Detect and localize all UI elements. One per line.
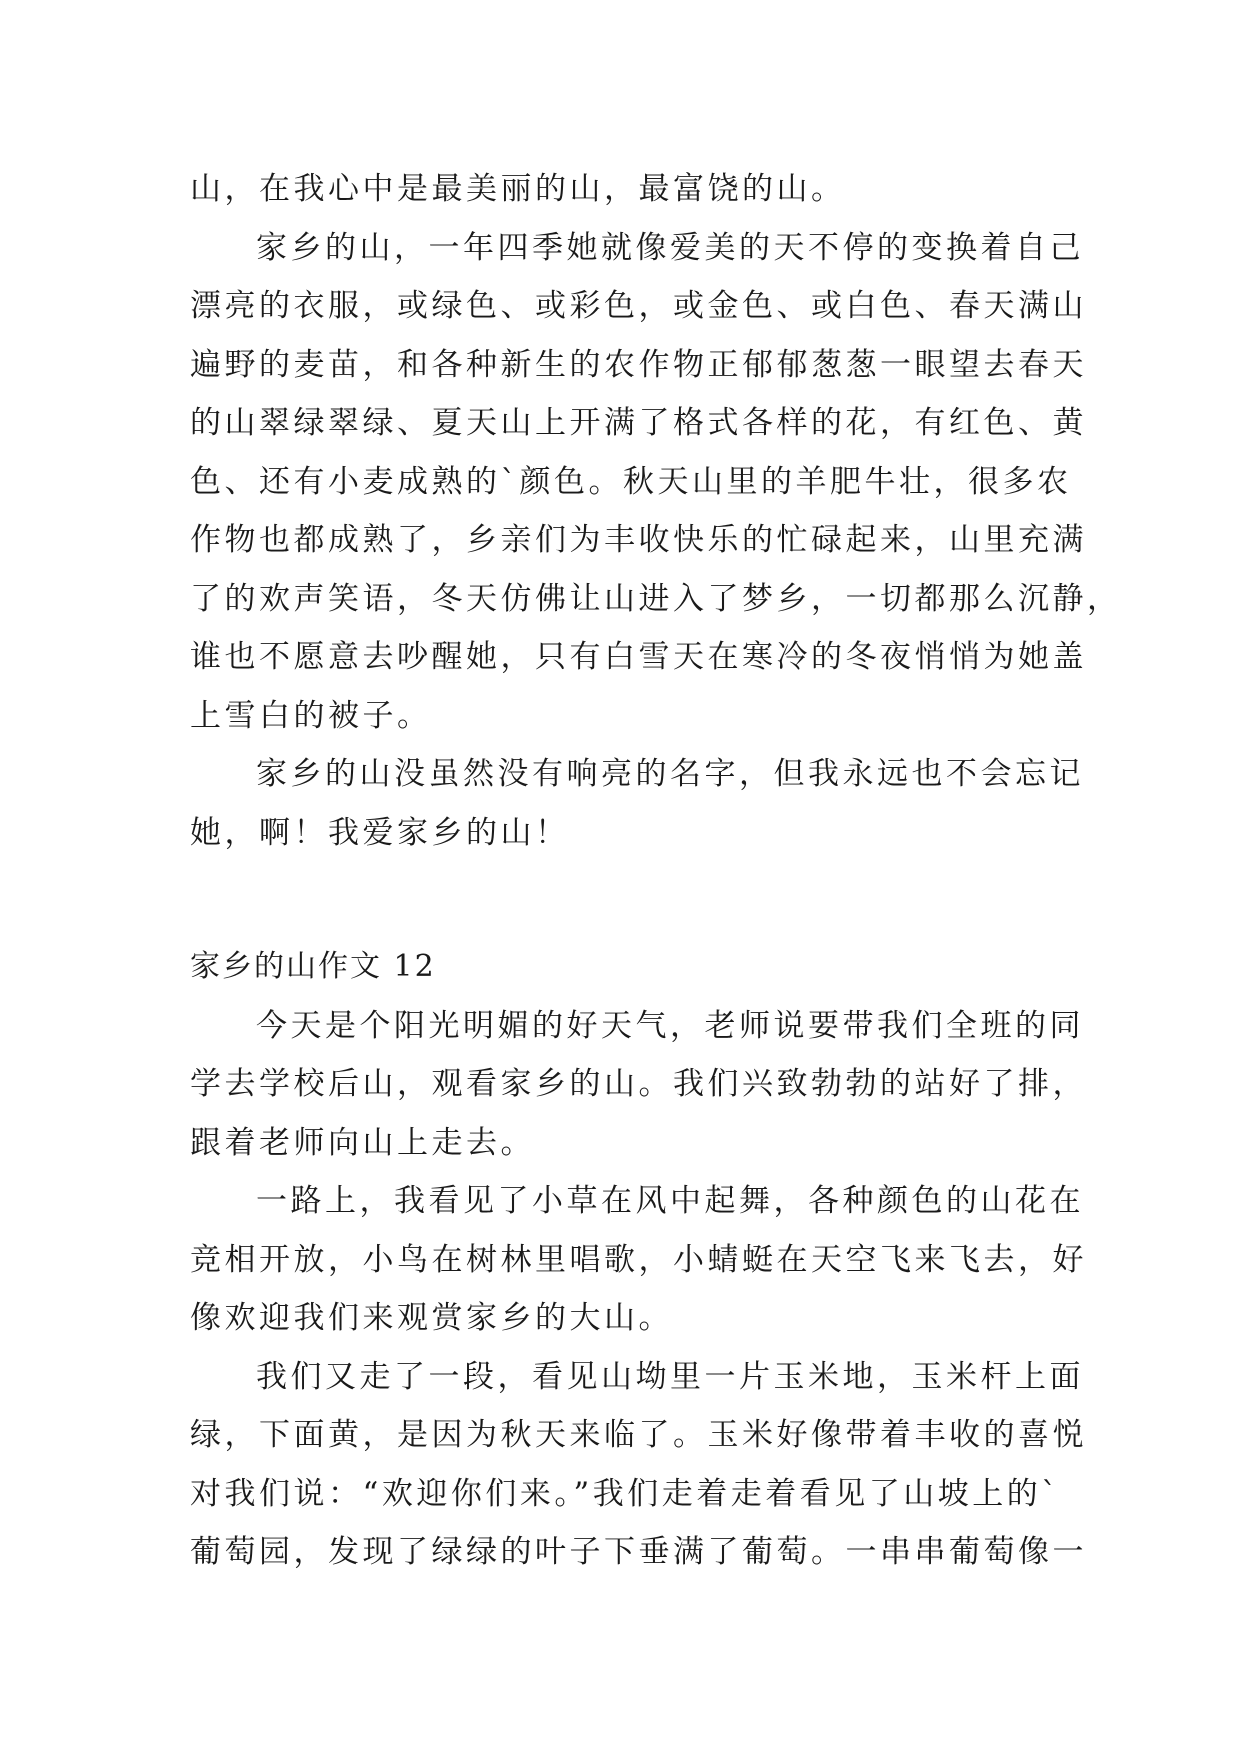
text-line: 她，啊！我爱家乡的山！ xyxy=(190,814,570,851)
text-line: 跟着老师向山上走去。 xyxy=(190,1124,535,1161)
text-line: 一路上，我看见了小草在风中起舞，各种颜色的山花在 xyxy=(256,1183,1084,1219)
text-line: 山，在我心中是最美丽的山，最富饶的山。 xyxy=(190,171,846,207)
text-line: 了的欢声笑语，冬天仿佛让山进入了梦乡，一切都那么沉静， xyxy=(190,580,1122,617)
text-line: 家乡的山，一年四季她就像爱美的天不停的变换着自己 xyxy=(256,229,1084,266)
text-line: 上雪白的被子。 xyxy=(190,697,432,734)
text-line: 像欢迎我们来观赏家乡的大山。 xyxy=(190,1300,673,1336)
text-line: 葡萄园，发现了绿绿的叶子下垂满了葡萄。一串串葡萄像一 xyxy=(190,1534,1087,1570)
text-line: 遍野的麦苗，和各种新生的农作物正郁郁葱葱一眼望去春天 xyxy=(190,346,1087,383)
essay-title: 家乡的山作文 12 xyxy=(190,949,436,984)
paragraph-seasons xyxy=(190,219,1122,746)
text-line: 绿，下面黄，是因为秋天来临了。玉米好像带着丰收的喜悦 xyxy=(190,1417,1087,1453)
document-body xyxy=(190,160,1122,1582)
paragraph-closing xyxy=(190,745,1084,862)
text-line: 对我们说：“欢迎你们来。”我们走着走着看见了山坡上的` xyxy=(190,1475,1061,1512)
paragraph-intro-end xyxy=(190,160,1060,219)
text-line: 作物也都成熟了，乡亲们为丰收快乐的忙碌起来，山里充满 xyxy=(190,522,1087,558)
paragraph-corn xyxy=(190,1348,1087,1582)
text-line: 我们又走了一段，看见山坳里一片玉米地，玉米杆上面 xyxy=(256,1358,1084,1395)
text-line: 家乡的山没虽然没有响亮的名字，但我永远也不会忘记 xyxy=(256,756,1084,792)
paragraph-today xyxy=(190,997,1087,1173)
text-line: 的山翠绿翠绿、夏天山上开满了格式各样的花，有红色、黄 xyxy=(190,405,1087,441)
section-gap xyxy=(190,862,1060,938)
text-line: 竞相开放，小鸟在树林里唱歌，小蜻蜓在天空飞来飞去，好 xyxy=(190,1241,1087,1278)
text-line: 漂亮的衣服，或绿色、或彩色，或金色、或白色、春天满山 xyxy=(190,288,1087,324)
text-line: 学去学校后山，观看家乡的山。我们兴致勃勃的站好了排， xyxy=(190,1066,1087,1102)
text-line: 色、还有小麦成熟的`颜色。秋天山里的羊肥牛壮，很多农 xyxy=(190,463,1072,500)
text-line: 谁也不愿意去吵醒她，只有白雪天在寒冷的冬夜悄悄为她盖 xyxy=(190,639,1087,675)
paragraph-road xyxy=(190,1172,1087,1348)
text-line: 今天是个阳光明媚的好天气，老师说要带我们全班的同 xyxy=(256,1007,1084,1044)
